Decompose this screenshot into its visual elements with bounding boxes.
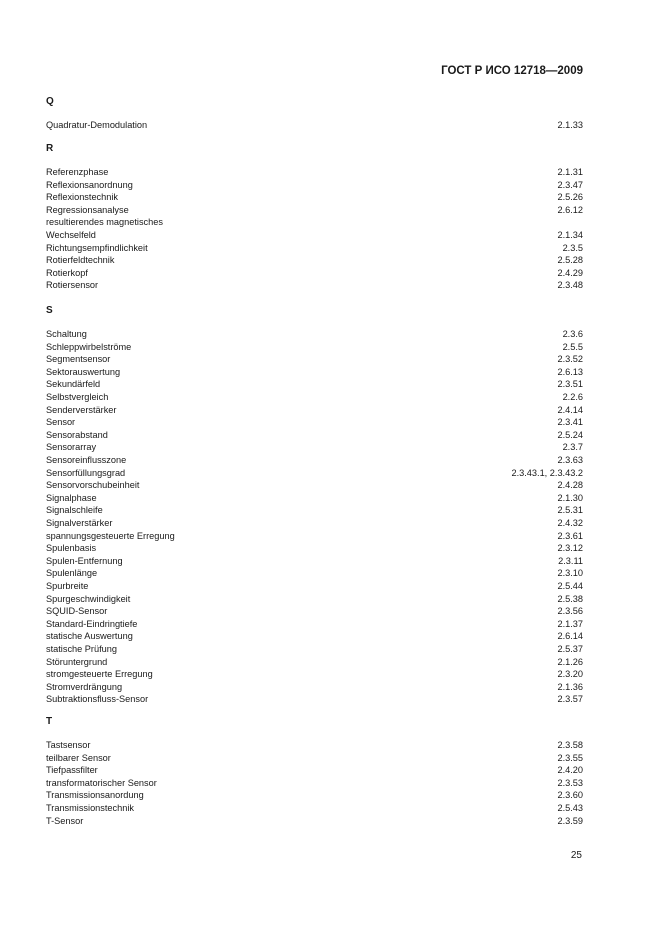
index-entry: [46, 353, 583, 366]
section-letter-t: T: [46, 716, 53, 727]
index-entry: [46, 530, 583, 543]
entry-reference: 2.3.55: [557, 752, 583, 763]
entry-term: Transmissionstechnik: [46, 803, 134, 813]
entry-term: statische Prüfung: [46, 644, 117, 654]
entry-reference: 2.1.33: [557, 120, 583, 130]
entry-reference: 2.5.44: [557, 581, 583, 591]
entry-term: Senderverstärker: [46, 404, 117, 415]
entry-reference: 2.5.5: [562, 341, 583, 352]
index-entry: [46, 752, 583, 765]
entry-reference: 2.4.20: [557, 765, 583, 776]
entry-term: Störuntergrund: [46, 656, 108, 667]
index-entry: [46, 416, 583, 429]
entry-reference: 2.5.31: [557, 505, 583, 516]
index-entry: [46, 504, 583, 517]
section-letter-r: R: [46, 143, 54, 154]
entry-reference: 2.3.5: [562, 242, 583, 253]
entry-reference: 2.4.14: [557, 404, 583, 415]
entry-reference: 2.3.63: [557, 455, 583, 465]
entry-reference: 2.5.26: [557, 192, 583, 203]
entry-term: spannungsgesteuerte Erregung: [46, 530, 175, 541]
index-entry: [46, 366, 583, 379]
entry-reference: 2.3.48: [557, 280, 583, 291]
entry-term: Stromverdrängung: [46, 681, 123, 692]
entry-term: statische Auswertung: [46, 631, 133, 642]
entry-term: Rotiersensor: [46, 280, 99, 291]
entry-term: Signalverstärker: [46, 518, 113, 528]
entry-term: Sensoreinflusszone: [46, 455, 127, 465]
index-entry: [46, 391, 583, 404]
entry-term: transformatorischer Sensor: [46, 777, 157, 788]
index-entry: [46, 542, 583, 555]
index-entry: [46, 328, 583, 341]
entry-term: Reflexionsanordnung: [46, 179, 133, 190]
index-entry: [46, 404, 583, 417]
document-header: ГОСТ Р ИСО 12718—2009: [441, 65, 583, 77]
index-entry: [46, 341, 583, 354]
entry-reference: 2.3.11: [558, 555, 583, 566]
entry-term: Sensorarray: [46, 442, 97, 453]
entry-reference: 2.1.31: [557, 167, 583, 177]
entry-reference: 2.3.57: [557, 694, 583, 705]
entry-reference: 2.3.52: [557, 354, 583, 365]
index-entry: [46, 567, 583, 580]
entry-term: Spulenlänge: [46, 568, 98, 579]
index-entry: [46, 229, 583, 242]
entry-reference: 2.3.51: [557, 379, 583, 390]
index-entry: [46, 681, 583, 694]
page-number: 25: [570, 850, 582, 861]
entry-reference: 2.4.29: [557, 267, 583, 278]
entry-reference: 2.3.61: [557, 530, 583, 541]
index-entry: [46, 454, 583, 467]
index-entry: [46, 739, 583, 752]
entry-reference: 2.5.28: [557, 255, 583, 266]
entry-reference: 2.3.59: [557, 815, 583, 826]
index-entry: [46, 517, 583, 530]
entry-term: Subtraktionsfluss-Sensor: [46, 694, 149, 705]
index-entry: [46, 242, 583, 255]
index-entry: [46, 179, 583, 192]
index-entry: [46, 693, 583, 706]
entry-term: T-Sensor: [46, 815, 84, 826]
index-entry: [46, 279, 583, 292]
index-entry: [46, 378, 583, 391]
entry-reference: 2.3.12: [557, 543, 583, 554]
index-entry: [46, 789, 583, 802]
index-entry: [46, 479, 583, 492]
index-entry: [46, 668, 583, 681]
entry-reference: 2.2.6: [562, 392, 583, 402]
entry-term: Sekundärfeld: [46, 379, 101, 390]
index-entry: [46, 815, 583, 828]
index-entry: [46, 764, 583, 777]
entry-term: Spulen-Entfernung: [46, 555, 123, 566]
index-entry: [46, 802, 583, 815]
entry-reference: 2.3.6: [562, 329, 583, 339]
entry-term: Spurgeschwindigkeit: [46, 593, 131, 604]
index-entry: [46, 267, 583, 280]
index-entry: [46, 593, 583, 606]
index-entry: [46, 555, 583, 568]
index-entry: [46, 441, 583, 454]
entry-term: Rotierkopf: [46, 267, 88, 278]
entry-reference: 2.1.34: [557, 230, 583, 240]
index-entry: [46, 216, 583, 229]
entry-term: Signalschleife: [46, 505, 103, 516]
entry-term: Tastsensor: [46, 740, 91, 750]
entry-reference: 2.5.43: [557, 803, 583, 813]
entry-term: Regressionsanalyse: [46, 204, 129, 215]
entry-reference: 2.4.28: [557, 480, 583, 491]
index-entry: [46, 467, 583, 480]
entry-reference: 2.3.56: [557, 606, 583, 617]
entry-term: Reflexionstechnik: [46, 192, 119, 203]
entry-reference: 2.3.60: [557, 790, 583, 801]
entry-reference: 2.3.58: [557, 740, 583, 750]
entry-reference: 2.6.14: [557, 631, 583, 642]
entry-reference: 2.1.36: [557, 681, 583, 692]
entry-reference: 2.3.20: [557, 669, 583, 680]
entry-term: Sensorfüllungsgrad: [46, 467, 126, 478]
entry-term: Spulenbasis: [46, 543, 97, 554]
entry-reference: 2.6.13: [557, 366, 583, 377]
entry-term: SQUID-Sensor: [46, 606, 108, 617]
entry-term: Referenzphase: [46, 167, 109, 177]
entry-term: Sensor: [46, 417, 76, 428]
entry-term: Wechselfeld: [46, 230, 96, 240]
index-entry: [46, 166, 583, 179]
index-entry: [46, 254, 583, 267]
entry-term: stromgesteuerte Erregung: [46, 669, 153, 680]
index-entry: [46, 191, 583, 204]
entry-reference: 2.3.41: [557, 417, 583, 428]
entry-term: Tiefpassfilter: [46, 765, 98, 776]
index-entry: [46, 605, 583, 618]
entry-reference: 2.6.12: [557, 204, 583, 215]
index-entry: [46, 643, 583, 656]
entry-reference: 2.5.38: [557, 593, 583, 604]
index-entry: [46, 656, 583, 669]
section-letter-q: Q: [46, 96, 54, 107]
entry-reference: 2.3.47: [557, 179, 583, 190]
entry-reference: 2.1.30: [557, 492, 583, 503]
section-letter-s: S: [46, 305, 53, 316]
index-entry: [46, 429, 583, 442]
index-entry: [46, 204, 583, 217]
entry-term: Schaltung: [46, 329, 87, 339]
entry-term: Rotierfeldtechnik: [46, 255, 115, 266]
entry-term: Sensorvorschubeinheit: [46, 480, 140, 491]
entry-reference: 2.1.26: [557, 656, 583, 667]
entry-term: Transmissionsanordung: [46, 790, 144, 801]
entry-term: Segmentsensor: [46, 354, 111, 365]
entry-term: Sensorabstand: [46, 429, 108, 440]
index-entry: [46, 492, 583, 505]
entry-reference: 2.1.37: [557, 618, 583, 629]
entry-reference: 2.5.37: [557, 644, 583, 654]
entry-term: Sektorauswertung: [46, 366, 121, 377]
entry-reference: 2.3.10: [557, 568, 583, 579]
entry-term: Spurbreite: [46, 581, 89, 591]
entry-term: Quadratur-Demodulation: [46, 120, 148, 130]
index-entry: [46, 119, 583, 132]
entry-term: Selbstvergleich: [46, 392, 109, 402]
entry-term: Schleppwirbelströme: [46, 341, 132, 352]
entry-reference: 2.3.53: [557, 777, 583, 788]
index-entry: [46, 630, 583, 643]
entry-reference: 2.5.24: [557, 429, 583, 440]
entry-term: Richtungsempfindlichkeit: [46, 242, 148, 253]
entry-reference: 2.3.7: [562, 442, 583, 453]
entry-term: teilbarer Sensor: [46, 752, 111, 763]
entry-term: Standard-Eindringtiefe: [46, 618, 138, 629]
index-entry: [46, 580, 583, 593]
index-entry: [46, 777, 583, 790]
index-entry: [46, 618, 583, 631]
entry-reference: 2.3.43.1, 2.3.43.2: [511, 467, 583, 478]
entry-term: resultierendes magnetisches: [46, 217, 163, 228]
entry-reference: 2.4.32: [557, 518, 583, 528]
entry-term: Signalphase: [46, 492, 97, 503]
